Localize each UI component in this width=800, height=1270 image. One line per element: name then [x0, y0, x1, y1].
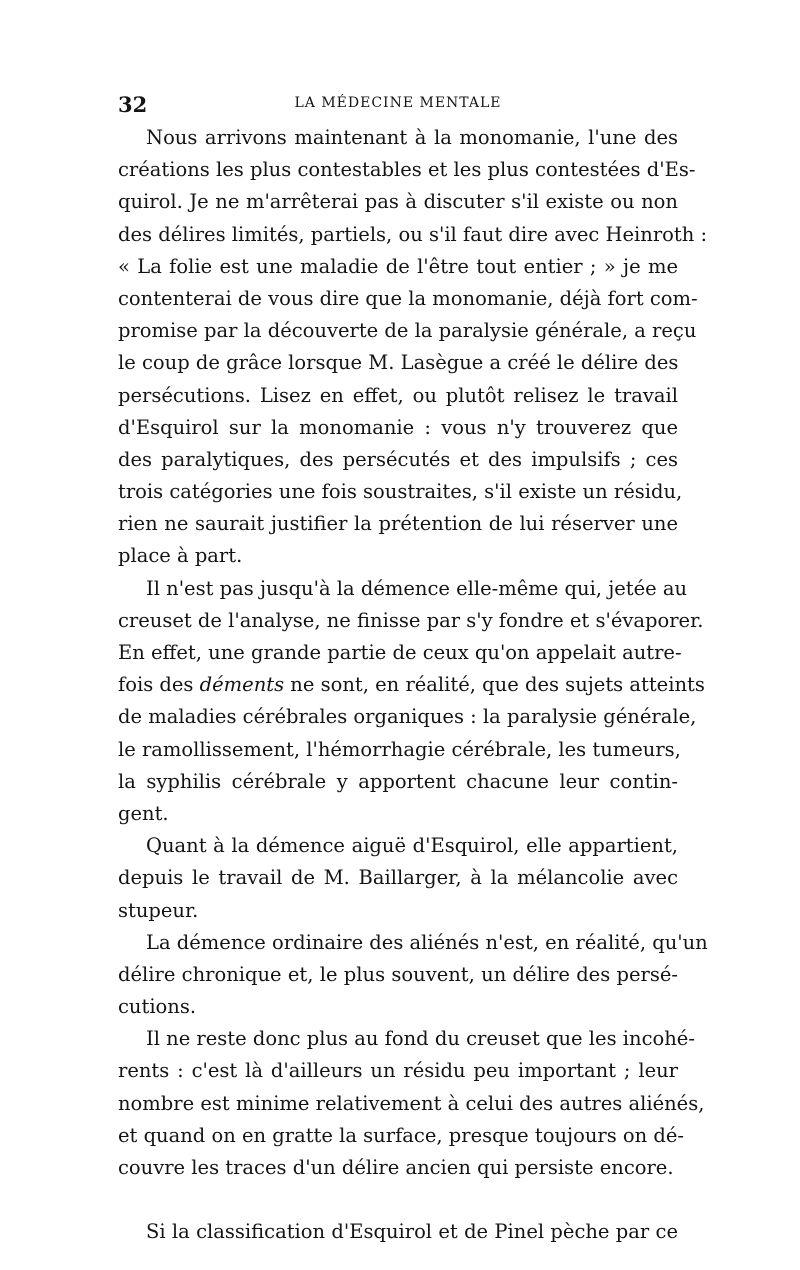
text-line: et quand on en gratte la surface, presque toujours on dé- [118, 1123, 685, 1147]
text-fragment: fois des [118, 673, 200, 697]
text-line: nombre est minime relativement à celui des autres aliénés, [118, 1091, 705, 1115]
text-line: le ramollissement, l'hémorrhagie cérébrale, les tumeurs, [118, 737, 681, 761]
text-line: des paralytiques, des persécutés et des impulsifs ; ces [118, 447, 678, 471]
text-line: Quant à la démence aiguë d'Esquirol, elle appartient, [146, 834, 678, 858]
text-line: Il ne reste donc plus au fond du creuset que les incohé- [146, 1027, 695, 1051]
italic-word: déments [199, 673, 285, 697]
running-title: LA MÉDECINE MENTALE [294, 95, 502, 111]
text-line: promise par la découverte de la paralysie générale, a reçu [118, 319, 697, 343]
text-line: « La folie est une maladie de l'être tout entier ; » je me [118, 254, 678, 278]
text-line: d'Esquirol sur la monomanie : vous n'y trouverez que [118, 415, 678, 439]
text-line: gent. [118, 801, 169, 825]
text-line: rien ne saurait justifier la prétention de lui réserver une [118, 512, 678, 536]
page-number: 32 [118, 92, 148, 117]
section-gap [118, 1184, 678, 1216]
text-line: stupeur. [118, 898, 199, 922]
text-line: Nous arrivons maintenant à la monomanie, l'une des [146, 126, 678, 149]
text-line: couvre les traces d'un délire ancien qui persiste encore. [118, 1156, 674, 1179]
text-line: creuset de l'analyse, ne finisse par s'y fondre et s'évaporer. [118, 608, 704, 632]
body-text [118, 122, 708, 1248]
running-head [118, 92, 678, 117]
text-line: Il n'est pas jusqu'à la démence elle-même qui, jetée au [146, 576, 688, 600]
text-line: la syphilis cérébrale y apportent chacune leur contin- [118, 769, 678, 793]
text-line: trois catégories une fois soustraites, s'il existe un résidu, [118, 480, 683, 504]
paragraph-classification [118, 1216, 678, 1248]
text-line: En effet, une grande partie de ceux qu'on appelait autre- [118, 641, 682, 664]
paragraph-demence [118, 573, 705, 831]
paragraph-incoherents [118, 1023, 705, 1184]
paragraph-demence-aigue [118, 830, 678, 927]
text-line: La démence ordinaire des aliénés n'est, en réalité, qu'un [146, 930, 708, 954]
paragraph-demence-ordinaire [118, 927, 708, 1024]
text-line: persécutions. Lisez en effet, ou plutôt relisez le travail [118, 383, 678, 407]
text-fragment: ne sont, en réalité, que des sujets atteints [284, 673, 705, 697]
text-line-with-italic [118, 669, 705, 701]
text-line: cutions. [118, 995, 197, 1019]
text-line: créations les plus contestables et les plus contestées d'Es- [118, 158, 696, 182]
text-line: quirol. Je ne m'arrêterai pas à discuter s'il existe ou non [118, 190, 678, 214]
text-line: rents : c'est là d'ailleurs un résidu peu important ; leur [118, 1059, 678, 1083]
text-line: délire chronique et, le plus souvent, un délire des persé- [118, 962, 678, 986]
paragraph-monomanie [118, 122, 708, 573]
text-line: des délires limités, partiels, ou s'il faut dire avec Heinroth : [118, 222, 708, 246]
text-line: Si la classification d'Esquirol et de Pinel pèche par ce [146, 1220, 678, 1244]
text-line: le coup de grâce lorsque M. Lasègue a créé le délire des [118, 351, 679, 375]
text-line: depuis le travail de M. Baillarger, à la mélancolie avec [118, 866, 678, 890]
text-line: contenterai de vous dire que la monomanie, déjà fort com- [118, 286, 698, 310]
text-line: de maladies cérébrales organiques : la paralysie générale, [118, 705, 697, 729]
text-line: place à part. [118, 544, 243, 568]
